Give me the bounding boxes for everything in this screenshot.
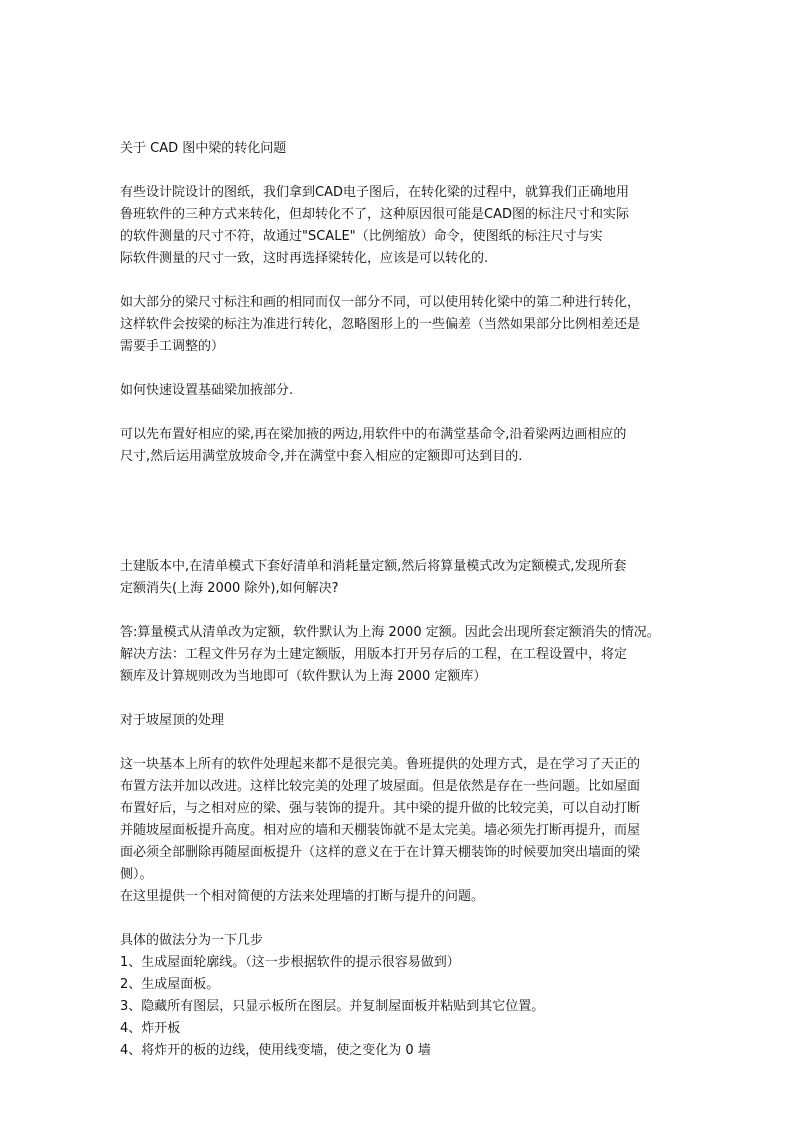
spacer <box>120 468 680 556</box>
text-line: 侧）。 <box>120 867 153 882</box>
spacer <box>120 732 680 754</box>
text-line: 的软件测量的尺寸不符，故通过"SCALE"（比例缩放）命令，使图纸的标注尺寸与实 <box>120 229 603 244</box>
text-line: 答:算量模式从清单改为定额，软件默认为上海 2000 定额。因此会出现所套定额消失的情况。 <box>120 625 660 640</box>
steps-heading: 具体的做法分为一下几步 <box>120 933 264 948</box>
spacer <box>120 358 680 380</box>
document-body <box>120 138 680 1062</box>
text-line: 布置方法并加以改进。这样比较完美的处理了坡屋面。但是依然是存在一些问题。比如屋面 <box>120 779 641 794</box>
spacer <box>120 600 680 622</box>
text-line: 额库及计算规则改为当地即可（软件默认为上海 2000 定额库） <box>120 669 487 684</box>
question-foundation-beam: 如何快速设置基础梁加掖部分. <box>120 383 294 398</box>
text-line: 需要手工调整的） <box>120 339 225 354</box>
text-line: 土建版本中,在清单模式下套好清单和消耗量定额,然后将算量模式改为定额模式,发现所套 <box>120 559 627 574</box>
text-line: 可以先布置好相应的梁,再在梁加掖的两边,用软件中的布满堂基命令,沿着梁两边画相应的 <box>120 427 627 442</box>
step-item: 4、将炸开的板的边线，使用线变墙，使之变化为 0 墙 <box>120 1043 431 1058</box>
spacer <box>120 908 680 930</box>
text-line: 面必须全部删除再随屋面板提升（这样的意义在于在计算天棚装饰的时候要加突出墙面的梁 <box>120 845 641 860</box>
heading-sloped-roof: 对于坡屋顶的处理 <box>120 713 225 728</box>
step-item: 2、生成屋面板。 <box>120 977 220 992</box>
paragraph-sloped-roof <box>120 754 680 908</box>
answer-foundation-beam <box>120 424 680 468</box>
step-item: 1、生成屋面轮廓线。（这一步根据软件的提示很容易做到） <box>120 955 460 970</box>
step-item: 4、炸开板 <box>120 1021 181 1036</box>
text-line: 际软件测量的尺寸一致，这时再选择梁转化，应该是可以转化的. <box>120 251 489 266</box>
spacer <box>120 688 680 710</box>
spacer <box>120 160 680 182</box>
text-line: 如大部分的梁尺寸标注和画的相同而仅一部分不同，可以使用转化梁中的第二种进行转化， <box>120 295 641 310</box>
text-line: 布置好后，与之相对应的梁、强与装饰的提升。其中梁的提升做的比较完美，可以自动打断 <box>120 801 641 816</box>
paragraph-scale-conversion <box>120 182 680 270</box>
answer-quota-mode <box>120 622 680 688</box>
text-line: 尺寸,然后运用满堂放坡命令,并在满堂中套入相应的定额即可达到目的. <box>120 449 523 464</box>
text-line: 鲁班软件的三种方式来转化，但却转化不了，这种原因很可能是CAD图的标注尺寸和实际 <box>120 207 629 222</box>
paragraph-partial-dimension <box>120 292 680 358</box>
text-line: 定额消失(上海 2000 除外),如何解决? <box>120 581 339 596</box>
text-line: 在这里提供一个相对简便的方法来处理墙的打断与提升的问题。 <box>120 889 485 904</box>
question-quota-mode <box>120 556 680 600</box>
text-line: 并随坡屋面板提升高度。相对应的墙和天棚装饰就不是太完美。墙必须先打断再提升，而屋 <box>120 823 641 838</box>
text-line: 这样软件会按梁的标注为准进行转化，忽略图形上的一些偏差（当然如果部分比例相差还是 <box>120 317 641 332</box>
text-line: 这一块基本上所有的软件处理起来都不是很完美。鲁班提供的处理方式，是在学习了天正的 <box>120 757 641 772</box>
text-line: 有些设计院设计的图纸，我们拿到CAD电子图后，在转化梁的过程中，就算我们正确地用 <box>120 185 629 200</box>
steps-list <box>120 930 680 1062</box>
document-title: 关于 CAD 图中梁的转化问题 <box>120 141 287 156</box>
step-item: 3、隐藏所有图层，只显示板所在图层。并复制屋面板并粘贴到其它位置。 <box>120 999 545 1014</box>
text-line: 解决方法：工程文件另存为土建定额版，用版本打开另存后的工程，在工程设置中，将定 <box>120 647 628 662</box>
spacer <box>120 402 680 424</box>
spacer <box>120 270 680 292</box>
